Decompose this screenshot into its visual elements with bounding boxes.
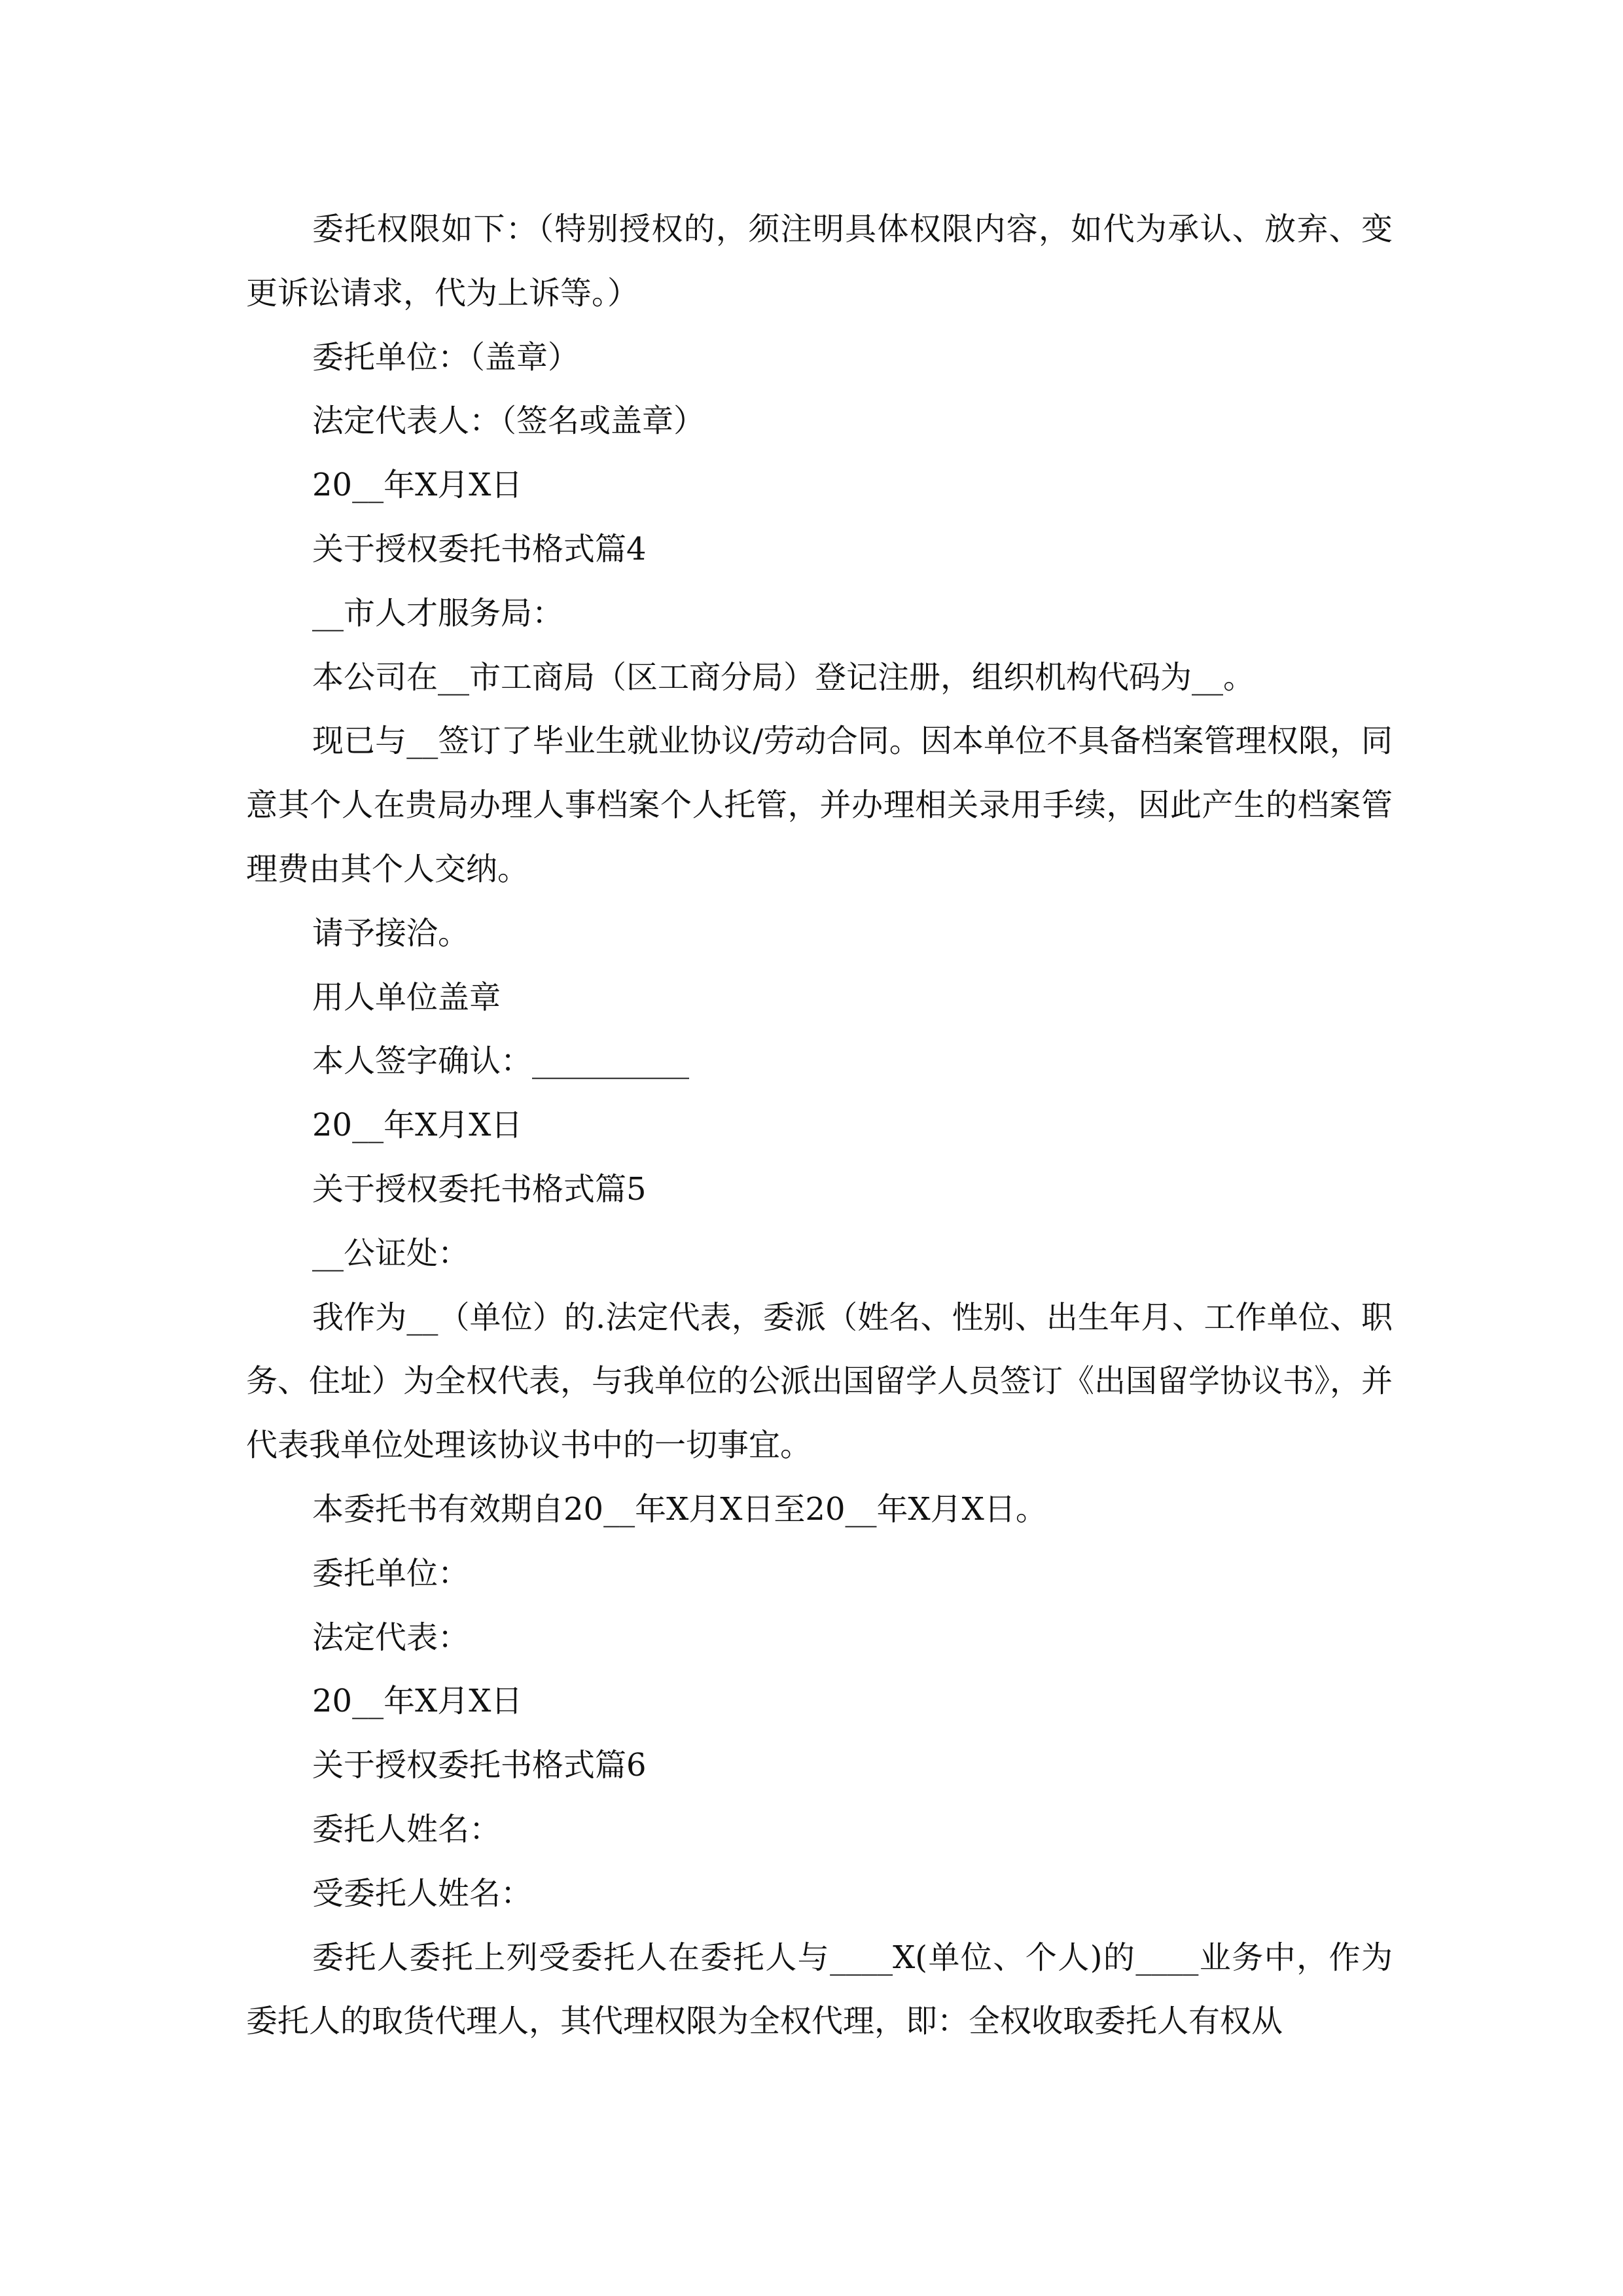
section-heading-5: 关于授权委托书格式篇5: [312, 1170, 647, 1208]
paragraph-legal-representative: 法定代表：: [312, 1619, 470, 1656]
paragraph-employment-agreement: 现已与__签订了毕业生就业协议/劳动合同。因本单位不具备档案管理权限，同意其个人在贵局办理人事档案个人托管，并办理相关录用手续，因此产生的档案管理费由其个人交纳。: [246, 723, 1393, 888]
paragraph-agency-scope: 委托人委托上列受委托人在委托人与____X(单位、个人)的____业务中，作为委托人的取货代理人，其代理权限为全权代理，即：全权收取委托人有权从: [246, 1939, 1393, 2040]
paragraph-addressee-notary: __公证处：: [312, 1234, 470, 1272]
paragraph-entrusting-unit: 委托单位：: [312, 1554, 470, 1592]
document-body: [246, 198, 1393, 2054]
paragraph-principal-name: 委托人姓名：: [312, 1810, 501, 1848]
paragraph-addressee-talent-bureau: __市人才服务局：: [312, 594, 564, 632]
paragraph-date: 20__年X月X日: [312, 467, 523, 504]
paragraph-date: 20__年X月X日: [312, 1107, 523, 1144]
paragraph-legal-representative-sign: 法定代表人：（签名或盖章）: [312, 403, 705, 440]
paragraph-company-registration: 本公司在__市工商局（区工商分局）登记注册，组织机构代码为__。: [312, 658, 1255, 696]
paragraph-signature-confirm: 本人签字确认：__________: [312, 1043, 690, 1080]
paragraph-date: 20__年X月X日: [312, 1683, 523, 1720]
paragraph-agent-name: 受委托人姓名：: [312, 1874, 533, 1912]
paragraph-entrusting-unit-seal: 委托单位：（盖章）: [312, 338, 580, 376]
paragraph-appointment: 我作为__（单位）的.法定代表，委派（姓名、性别、出生年月、工作单位、职务、住址）为全权代表，与我单位的公派出国留学人员签订《出国留学协议书》，并代表我单位处理该协议书中的一切事宜。: [246, 1299, 1393, 1464]
paragraph-validity-period: 本委托书有效期自20__年X月X日至20__年X月X日。: [312, 1490, 1047, 1528]
paragraph-please-contact: 请予接洽。: [312, 914, 470, 952]
paragraph-authority-scope: 委托权限如下：（特别授权的，须注明具体权限内容，如代为承认、放弃、变更诉讼请求，代为上诉等。）: [246, 211, 1393, 312]
section-heading-6: 关于授权委托书格式篇6: [312, 1747, 647, 1784]
paragraph-employer-seal: 用人单位盖章: [312, 978, 501, 1016]
section-heading-4: 关于授权委托书格式篇4: [312, 530, 647, 567]
